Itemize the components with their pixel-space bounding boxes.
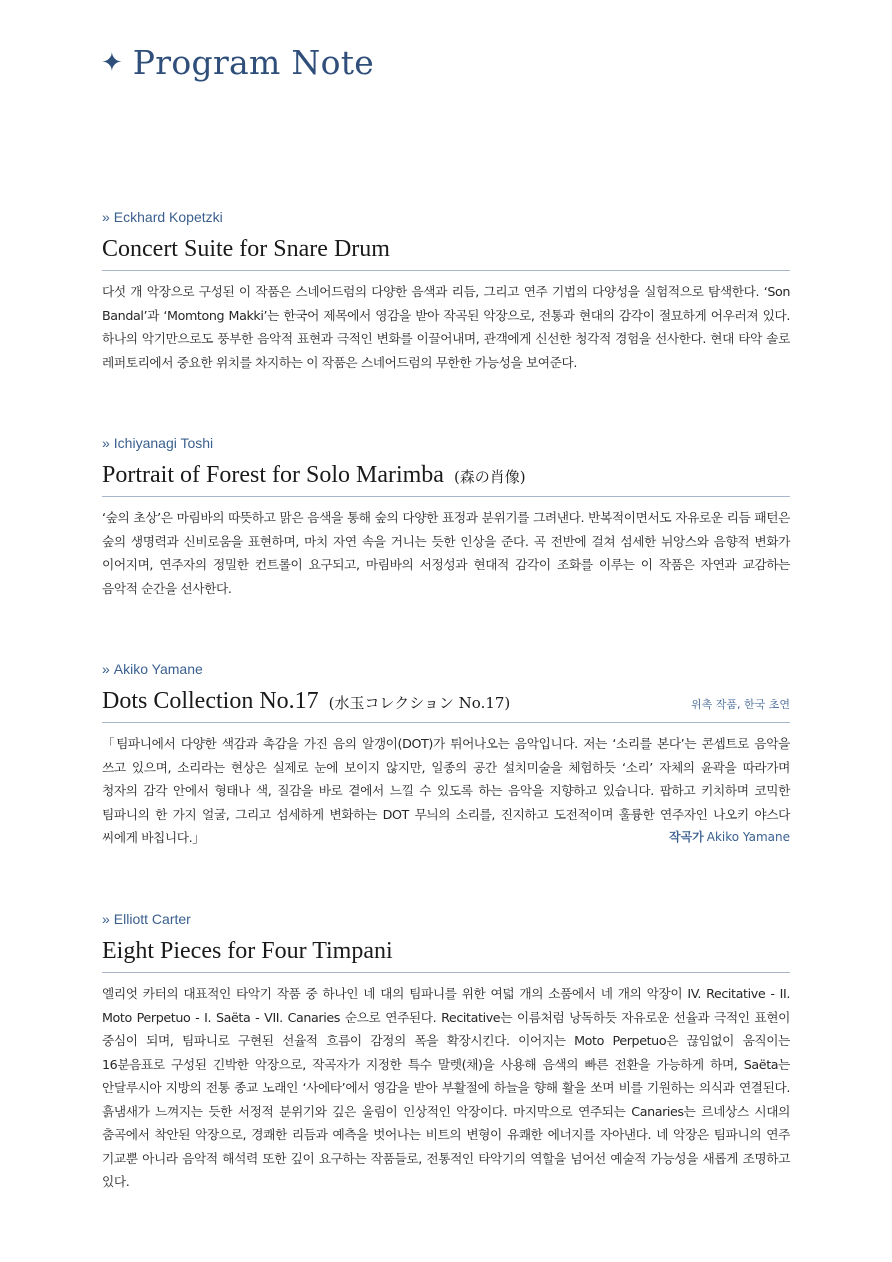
double-chevron-icon: » xyxy=(102,911,110,927)
composer-name: Akiko Yamane xyxy=(113,661,203,677)
program-piece xyxy=(102,434,790,600)
piece-title-row xyxy=(102,938,790,973)
piece-description: 엘리엇 카터의 대표적인 타악기 작품 중 하나인 네 대의 팀파니를 위한 여덟 개의 소품에서 네 개의 악장이 IV. Recitative - II. Moto Perpetuo - I. Saëta - VII. Canaries 순으로 연주된다. Recitative는 이름처럼 낭독하듯 자유로운 선율과 극적인 표현이 중심이 되며, 팀파니로 구현된 선율적 흐름이 감정의 폭을 확장시킨다. 이어지는 Moto Perpetuo은 끊임없이 움직이는 16분음표로 구성된 긴박한 악장으로, 작곡자가 지정한 특수 말렛(채)을 사용해 음색의 빠른 전환을 가능하게 하며, Saëta는 안달루시아 지방의 전통 종교 노래인 ‘사에타’에서 영감을 받아 부활절에 하늘을 향해 활을 쏘며 비를 기원하는 의식과 연결된다. 흙냄새가 느껴지는 듯한 서정적 분위기와 깊은 울림이 인상적인 악장이다. 마지막으로 연주되는 Canaries는 르네상스 시대의 춤곡에서 착안된 악장으로, 경쾌한 리듬과 예측을 벗어나는 비트의 변형이 유쾌한 에너지를 자아낸다. 네 악장은 팀파니의 연주 기교뿐 아니라 음악적 해석력 또한 깊이 요구하는 작품들로, 전통적인 타악기의 역할을 넘어선 예술적 가능성을 새롭게 조명하고 있다. xyxy=(102,986,790,1189)
attribution-label: 작곡가 xyxy=(668,830,704,844)
page-title: Program Note xyxy=(132,43,375,82)
piece-title-text: Eight Pieces for Four Timpani xyxy=(102,938,393,964)
star-icon: ✦ xyxy=(101,47,123,78)
composer-name: Elliott Carter xyxy=(113,911,191,927)
premiere-note: 위촉 작품, 한국 초연 xyxy=(691,698,790,711)
program-piece xyxy=(102,910,790,1194)
program-piece xyxy=(102,660,790,850)
piece-description xyxy=(102,732,790,850)
composer-name: Eckhard Kopetzki xyxy=(113,209,223,225)
attribution-name: Akiko Yamane xyxy=(706,830,790,844)
double-chevron-icon: » xyxy=(102,209,110,225)
piece-title-text: Dots Collection No.17 xyxy=(102,688,319,714)
piece-title xyxy=(102,688,510,715)
piece-description-text: 「팀파니에서 다양한 색감과 촉감을 가진 음의 알갱이(DOT)가 튀어나오는 음악입니다. 저는 ‘소리를 본다’는 콘셉트로 음악을 쓰고 있으며, 소리라는 현상은 실제로 눈에 보이지 않지만, 일종의 공간 설치미술을 체험하듯 ‘소리’ 자체의 윤곽을 따라가며 청자의 감각 안에서 형태나 색, 질감을 바로 곁에서 느낄 수 있도록 하는 음악을 지향하고 있습니다. 팝하고 키치하며 코믹한 팀파니의 한 가지 얼굴, 그리고 섬세하게 변화하는 DOT 무늬의 소리를, 진지하고 도전적이며 훌륭한 연주자인 나오키 야스다 씨에게 바칩니다.」 xyxy=(102,736,790,845)
composer-line xyxy=(102,910,790,928)
piece-title-row xyxy=(102,462,790,497)
double-chevron-icon: » xyxy=(102,661,110,677)
piece-title xyxy=(102,938,393,965)
piece-subtitle: (水玉コレクション No.17) xyxy=(328,694,511,712)
piece-title-text: Portrait of Forest for Solo Marimba xyxy=(102,462,444,488)
piece-subtitle: (森の肖像) xyxy=(453,468,526,486)
piece-title-text: Concert Suite for Snare Drum xyxy=(102,236,390,262)
double-chevron-icon: » xyxy=(102,435,110,451)
composer-line xyxy=(102,208,790,226)
composer-line xyxy=(102,434,790,452)
piece-description: ‘숲의 초상’은 마림바의 따뜻하고 맑은 음색을 통해 숲의 다양한 표정과 분위기를 그려낸다. 반복적이면서도 자유로운 리듬 패턴은 숲의 생명력과 신비로움을 표현하며, 마치 자연 속을 거니는 듯한 인상을 준다. 곡 전반에 걸쳐 섬세한 뉘앙스와 음향적 변화가 이어지며, 연주자의 정밀한 컨트롤이 요구되고, 마림바의 서정성과 현대적 감각이 조화를 이루는 이 작품은 자연과 교감하는 음악적 순간을 선사한다. xyxy=(102,510,790,596)
piece-title-row xyxy=(102,688,790,723)
piece-description: 다섯 개 악장으로 구성된 이 작품은 스네어드럼의 다양한 음색과 리듬, 그리고 연주 기법의 다양성을 실험적으로 탐색한다. ‘Son Bandal’과 ‘Momtong Makki’는 한국어 제목에서 영감을 받아 작곡된 악장으로, 전통과 현대의 감각이 절묘하게 어우러져 있다. 하나의 악기만으로도 풍부한 음악적 표현과 극적인 변화를 이끌어내며, 관객에게 신선한 청각적 경험을 선사한다. 현대 타악 솔로 레퍼토리에서 중요한 위치를 차지하는 이 작품은 스네어드럼의 무한한 가능성을 보여준다. xyxy=(102,284,790,370)
composer-line xyxy=(102,660,790,678)
program-piece xyxy=(102,208,790,374)
piece-title xyxy=(102,236,390,263)
piece-title xyxy=(102,462,526,489)
page-header xyxy=(101,43,375,82)
composer-attribution xyxy=(669,826,790,850)
piece-title-row xyxy=(102,236,790,271)
composer-name: Ichiyanagi Toshi xyxy=(113,435,214,451)
